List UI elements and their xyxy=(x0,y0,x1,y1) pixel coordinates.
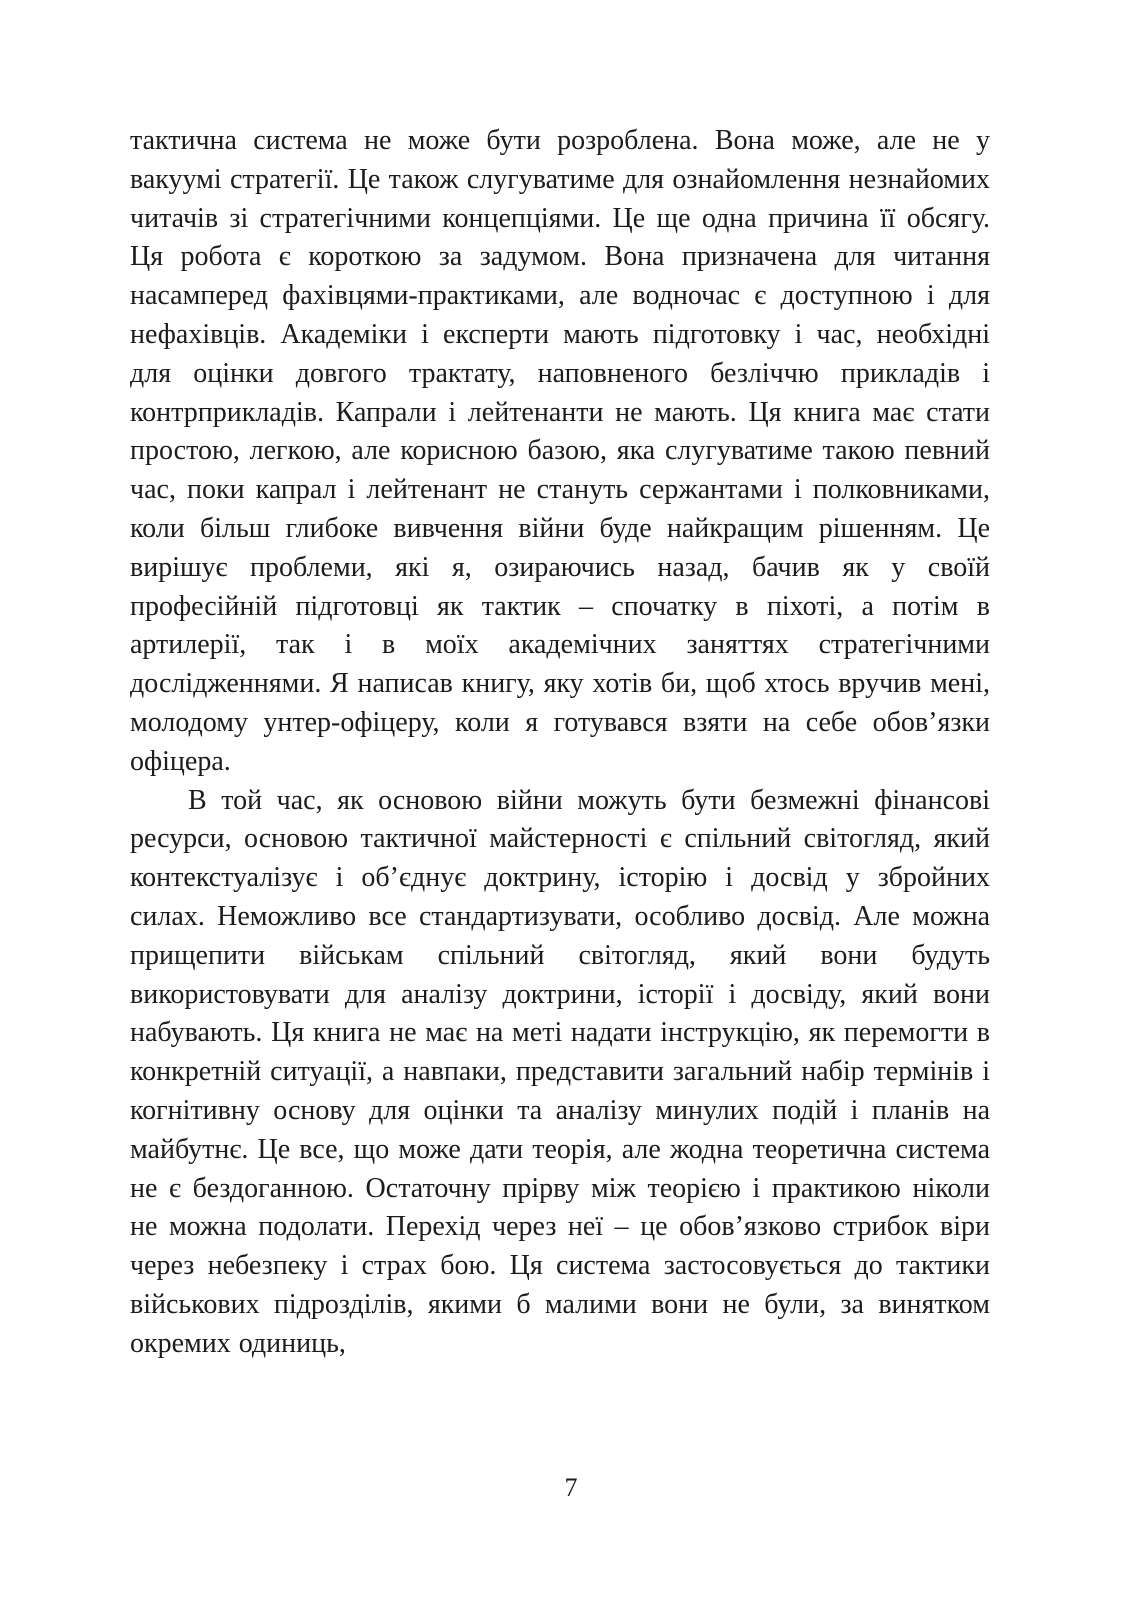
page-text xyxy=(130,122,990,1364)
page-number: 7 xyxy=(564,1473,578,1502)
paragraph: тактична система не може бути розроблена. Вона може, але не у вакуумі стратегії. Це також слугуватиме для ознайомлення незнайомих читачів зі стратегічними концепціями. Це ще одна причина її обсягу. Ця робота є короткою за задумом. Вона призначена для читання насамперед фахівцями-практиками, але водночас є доступною і для нефахівців. Академіки і експерти мають підготовку і час, необхідні для оцінки довгого трактату, наповненого безліччю прикладів і контрприкладів. Капрали і лейтенанти не мають. Ця книга має стати простою, легкою, але корисною базою, яка слугуватиме такою певний час, поки капрал і лейтенант не стануть сержантами і полковниками, коли більш глибоке вивчення війни буде найкращим рішенням. Це вирішує проблеми, які я, озираючись назад, бачив як у своїй професійній підготовці як тактик – спочатку в піхоті, а потім в артилерії, так і в моїх академічних заняттях стратегічними дослідженнями. Я написав книгу, яку хотів би, щоб хтось вручив мені, молодому унтер-офіцеру, коли я готувався взяти на себе обов’язки офіцера. xyxy=(130,125,990,777)
paragraph: В той час, як основою війни можуть бути безмежні фінансові ресурси, основою тактичної майстерності є спільний світогляд, який контекстуалізує і об’єднує доктрину, історію і досвід у збройних силах. Неможливо все стандартизувати, особливо досвід. Але можна прищепити військам спільний світогляд, який вони будуть використовувати для аналізу доктрини, історії і досвіду, який вони набувають. Ця книга не має на меті надати інструкцію, як перемогти в конкретній ситуації, а навпаки, представити загальний набір термінів і когнітивну основу для оцінки та аналізу минулих подій і планів на майбутнє. Це все, що може дати теорія, але жодна теоретична система не є бездоганною. Остаточну прірву між теорією і практикою ніколи не можна подолати. Перехід через неї – це обов’язково стрибок віри через небезпеку і страх бою. Ця система застосовується до тактики військових підрозділів, якими б малими вони не були, за винятком окремих одиниць, xyxy=(130,784,990,1359)
